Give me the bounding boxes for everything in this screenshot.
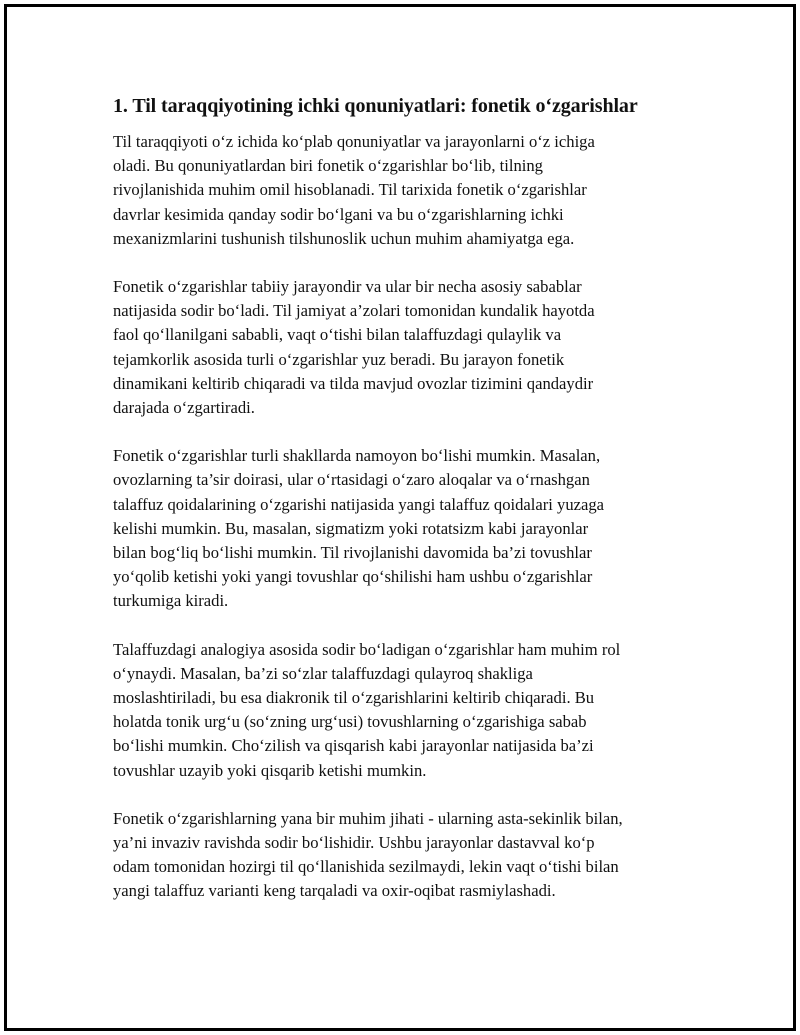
text-line: talaffuz qoidalarining o‘zgarishi natijasida yangi talaffuz qoidalari yuzaga: [113, 494, 605, 514]
text-line: Til taraqqiyoti o‘z ichida ko‘plab qonuniyatlar va jarayonlarni o‘z ichiga: [113, 132, 595, 151]
paragraph-5: [113, 807, 683, 904]
text-line: faol qo‘llanilgani sababli, vaqt o‘tishi bilan talaffuzdagi qulaylik va: [113, 325, 562, 345]
text-line: tovushlar uzayib yoki qisqarib ketishi mumkin.: [113, 760, 427, 780]
text-line: odam tomonidan hozirgi til qo‘llanishida sezilmaydi, lekin vaqt o‘tishi bilan: [113, 857, 619, 877]
text-line: Fonetik o‘zgarishlarning yana bir muhim jihati - ularning asta-sekinlik bilan,: [113, 808, 623, 828]
paragraph-3: [113, 444, 683, 613]
text-line: rivojlanishida muhim omil hisoblanadi. Til tarixida fonetik o‘zgarishlar: [113, 180, 587, 200]
document-body: [113, 92, 683, 928]
text-line: davrlar kesimida qanday sodir bo‘lgani va bu o‘zgarishlarning ichki: [113, 204, 564, 224]
text-line: bo‘lishi mumkin. Cho‘zilish va qisqarish kabi jarayonlar natijasida ba’zi: [113, 736, 594, 756]
text-line: darajada o‘zgartiradi.: [113, 398, 255, 418]
text-line: natijasida sodir bo‘ladi. Til jamiyat a’zolari tomonidan kundalik hayotda: [113, 301, 595, 321]
text-line: ovozlarning ta’sir doirasi, ular o‘rtasidagi o‘zaro aloqalar va o‘rnashgan: [113, 470, 590, 490]
text-line: tejamkorlik asosida turli o‘zgarishlar yuz beradi. Bu jarayon fonetik: [113, 349, 565, 369]
text-line: mexanizmlarini tushunish tilshunoslik uchun muhim ahamiyatga ega.: [113, 228, 575, 248]
text-line: Fonetik o‘zgarishlar turli shakllarda namoyon bo‘lishi mumkin. Masalan,: [113, 446, 601, 466]
text-line: dinamikani keltirib chiqaradi va tilda mavjud ovozlar tizimini qandaydir: [113, 373, 594, 393]
text-line: ya’ni invaziv ravishda sodir bo‘lishidir. Ushbu jarayonlar dastavval ko‘p: [113, 833, 595, 853]
text-line: o‘ynaydi. Masalan, ba’zi so‘zlar talaffuzdagi qulayroq shakliga: [113, 663, 533, 683]
text-line: bilan bog‘liq bo‘lishi mumkin. Til rivojlanishi davomida ba’zi tovushlar: [113, 543, 592, 563]
paragraph-1: [113, 130, 683, 251]
paragraph-4: [113, 638, 683, 783]
text-line: holatda tonik urg‘u (so‘zning urg‘usi) tovushlarning o‘zgarishiga sabab: [113, 712, 587, 732]
text-line: oladi. Bu qonuniyatlardan biri fonetik o‘zgarishlar bo‘lib, tilning: [113, 156, 543, 176]
paragraph-2: [113, 275, 683, 420]
text-line: yangi talaffuz varianti keng tarqaladi va oxir-oqibat rasmiylashadi.: [113, 881, 556, 901]
text-line: kelishi mumkin. Bu, masalan, sigmatizm yoki rotatsizm kabi jarayonlar: [113, 518, 589, 538]
text-line: Fonetik o‘zgarishlar tabiiy jarayondir va ular bir necha asosiy sabablar: [113, 277, 582, 297]
document-title: 1. Til taraqqiyotining ichki qonuniyatlari: fonetik o‘zgarishlar: [113, 95, 638, 117]
text-line: turkumiga kiradi.: [113, 591, 229, 611]
text-line: moslashtiriladi, bu esa diakronik til o‘zgarishlarini keltirib chiqaradi. Bu: [113, 688, 595, 708]
text-line: Talaffuzdagi analogiya asosida sodir bo‘ladigan o‘zgarishlar ham muhim rol: [113, 639, 621, 659]
text-line: yo‘qolib ketishi yoki yangi tovushlar qo‘shilishi ham ushbu o‘zgarishlar: [113, 567, 593, 587]
